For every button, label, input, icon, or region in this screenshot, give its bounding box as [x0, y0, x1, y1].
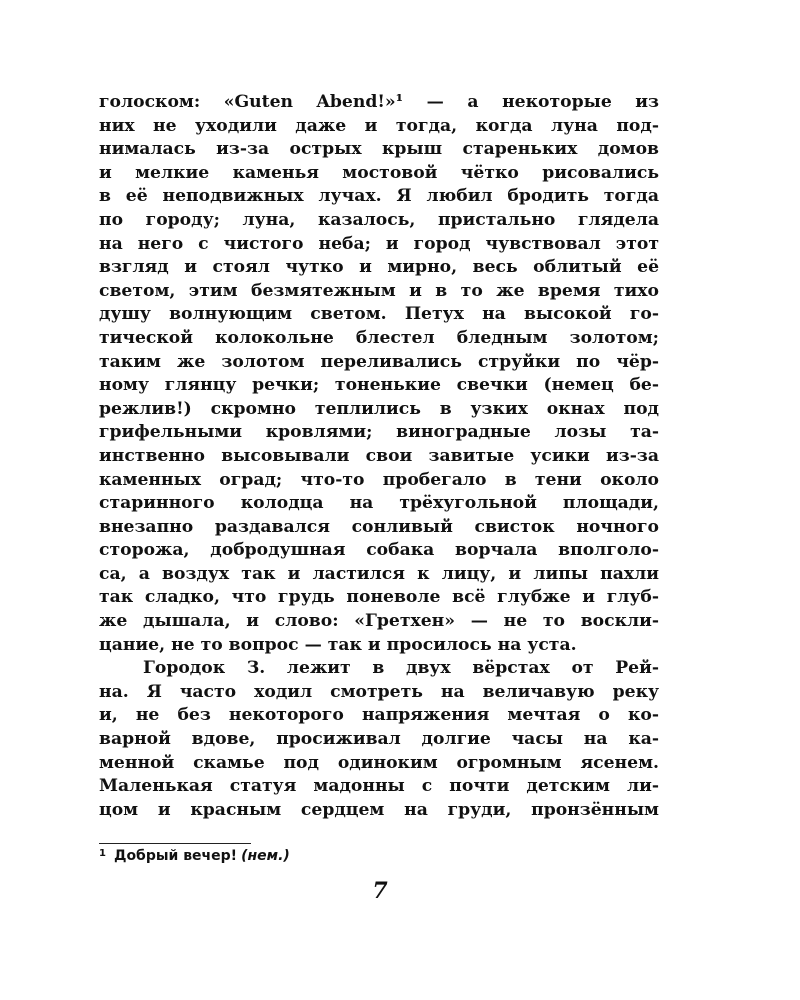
text-line: и, не без некоторого напряжения мечтая о ко- [99, 705, 659, 726]
book-text [99, 91, 659, 822]
text-line: голоском: «Guten Abend!»¹ — а некоторые из [99, 92, 659, 112]
text-line: взгляд и стоял чутко и мирно, весь облитый её [99, 257, 659, 278]
paragraph-first-line: Городок З. лежит в двух вёрстах от Рей- [143, 658, 659, 679]
text-line: же дышала, и слово: «Гретхен» — не то воскли- [99, 611, 659, 632]
text-line: них не уходили даже и тогда, когда луна под- [99, 115, 659, 136]
text-line: инственно высовывали свои завитые усики из-за [99, 445, 659, 466]
text-line: тической колокольне блестел бледным золотом; [99, 327, 659, 348]
paragraph-end-line: цание, не то вопрос — так и просилось на уста. [99, 634, 577, 655]
text-line: ному глянцу речки; тоненькие свечки (немец бе- [99, 375, 659, 396]
text-line: и мелкие каменья мостовой чётко рисовались [99, 162, 659, 183]
text-line: старинного колодца на трёхугольной площади, [99, 493, 659, 514]
page-number: 7 [372, 878, 388, 904]
footnote [99, 848, 290, 864]
text-line: светом, этим безмятежным и в то же время тихо [99, 280, 659, 301]
text-line: са, а воздух так и ластился к лицу, и липы пахли [99, 563, 659, 584]
text-line: на него с чистого неба; и город чувствовал этот [99, 233, 659, 254]
text-line: так сладко, что грудь поневоле всё глубже и глуб- [99, 587, 659, 608]
footnote-divider [99, 843, 251, 844]
text-line: варной вдове, просиживал долгие часы на ка- [99, 729, 659, 750]
text-line: в её неподвижных лучах. Я любил бродить тогда [99, 186, 659, 207]
footnote-text: Добрый вечер! [113, 848, 238, 864]
text-line: Маленькая статуя мадонны с почти детским ли- [99, 776, 659, 797]
text-line: каменных оград; что-то пробегало в тени около [99, 469, 659, 490]
text-line: сторожа, добродушная собака ворчала вполголо- [99, 540, 659, 561]
text-line: на. Я часто ходил смотреть на величавую реку [99, 681, 659, 702]
text-line: режлив!) скромно теплились в узких окнах под [99, 398, 659, 419]
text-line: внезапно раздавался сонливый свисток ночного [99, 516, 659, 537]
footnote-marker: 1 [99, 848, 106, 859]
text-line: менной скамье под одиноким огромным ясенем. [99, 752, 659, 773]
footnote-language-note: (нем.) [241, 848, 290, 864]
text-line: цом и красным сердцем на груди, пронзённым [99, 799, 659, 820]
text-line: таким же золотом переливались струйки по чёр- [99, 351, 659, 372]
text-line: нималась из-за острых крыш стареньких домов [99, 139, 659, 160]
text-line: душу волнующим светом. Петух на высокой го- [99, 304, 659, 325]
text-line: грифельными кровлями; виноградные лозы та- [99, 422, 659, 443]
text-line: по городу; луна, казалось, пристально глядела [99, 209, 659, 230]
